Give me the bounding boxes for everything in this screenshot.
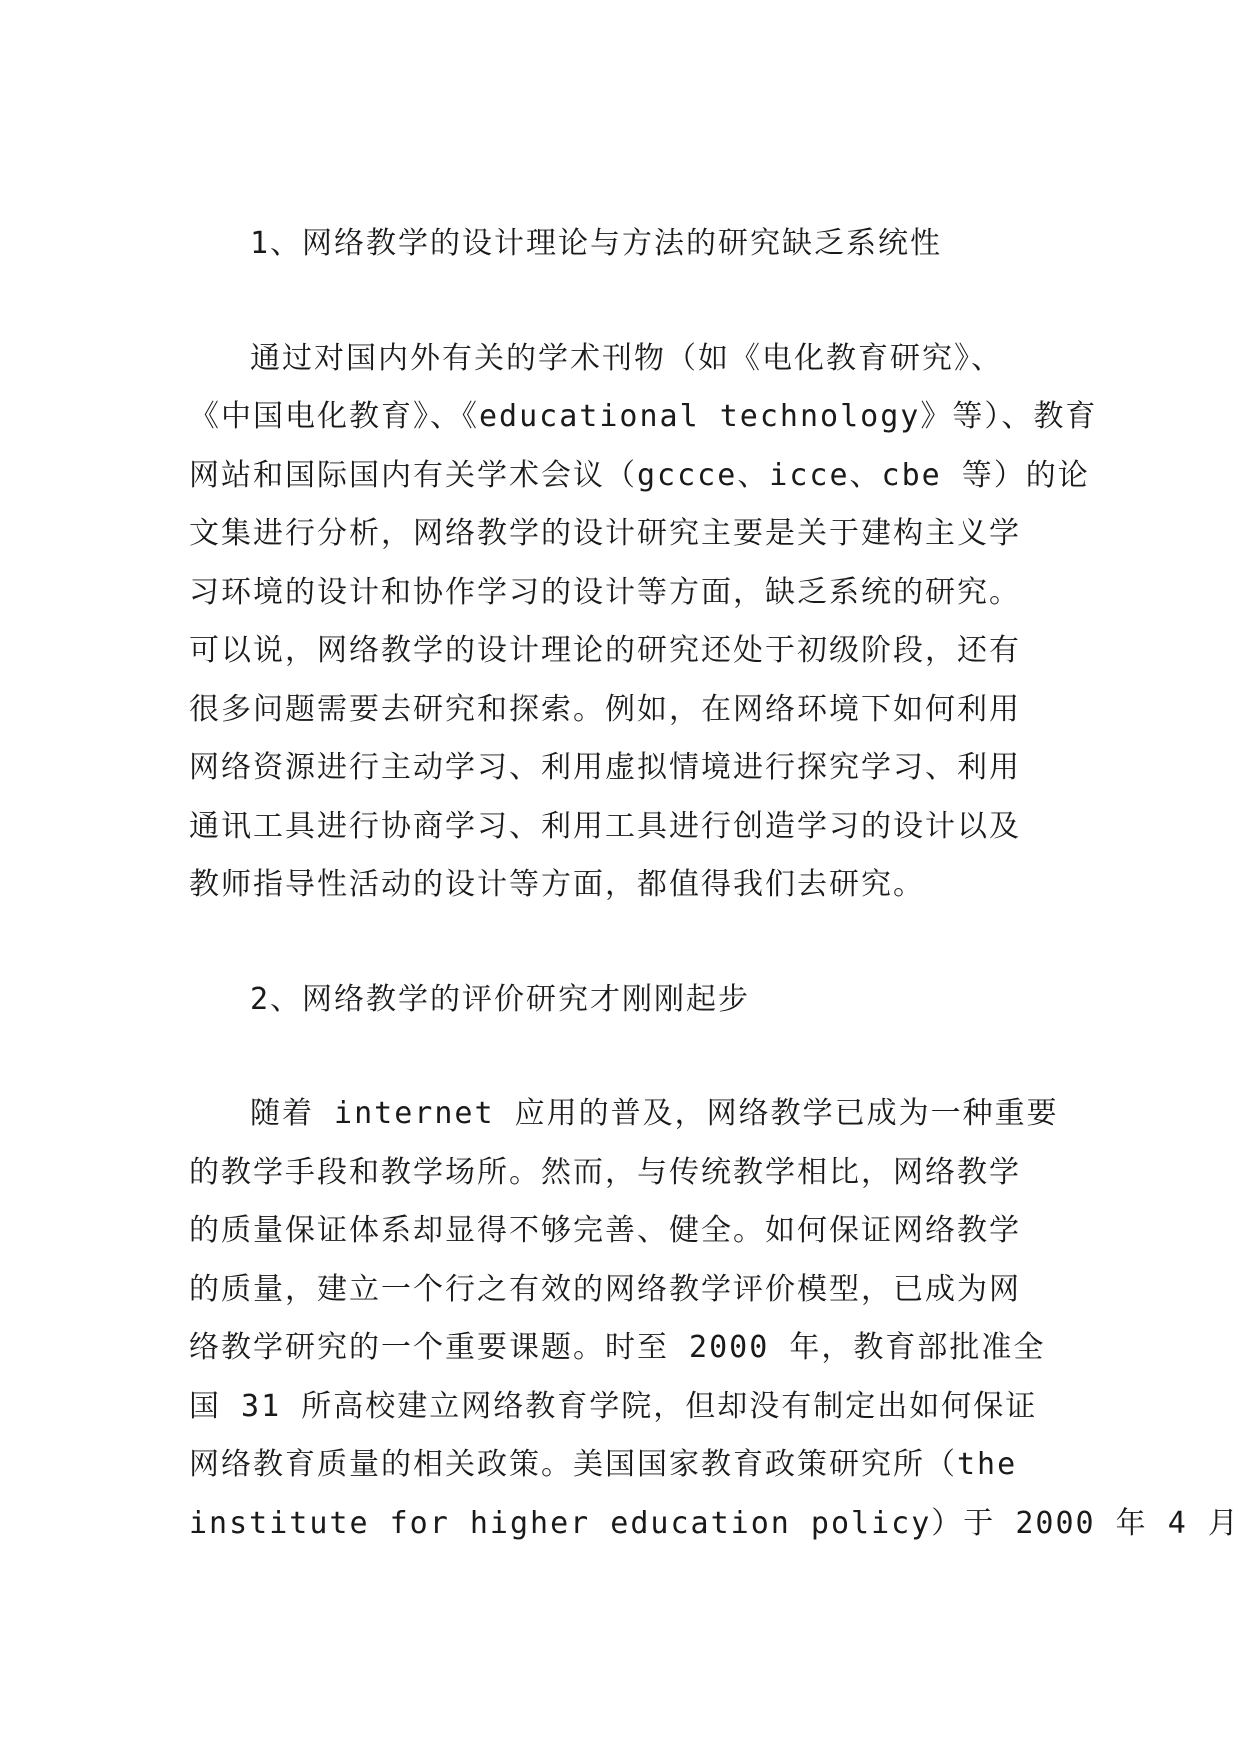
section-1-paragraph xyxy=(189,330,1098,915)
paragraph-line: 随着 internet 应用的普及，网络教学已成为一种重要 xyxy=(250,1096,1059,1131)
spacer xyxy=(189,1029,1069,1085)
paragraph-line: 通过对国内外有关的学术刊物（如《电化教育研究》、 xyxy=(250,340,1003,376)
paragraph-line: 教师指导性活动的设计等方面，都值得我们去研究。 xyxy=(189,867,925,902)
paragraph-line: 习环境的设计和协作学习的设计等方面，缺乏系统的研究。 xyxy=(189,574,1021,610)
spacer xyxy=(189,915,1069,971)
paragraph-line: 网站和国际国内有关学术会议（gccce、icce、cbe 等）的论 xyxy=(189,457,1090,493)
paragraph-line: 的教学手段和教学场所。然而，与传统教学相比，网络教学 xyxy=(189,1154,1021,1190)
paragraph-line: institute for higher education policy）于 2000 年 4 月 xyxy=(189,1505,1240,1541)
section-2-paragraph xyxy=(189,1085,1240,1553)
section-2-heading: 2、网络教学的评价研究才刚刚起步 xyxy=(250,981,751,1017)
paragraph-line: 网络教育质量的相关政策。美国国家教育政策研究所（the xyxy=(189,1447,1018,1482)
paragraph-line: 通讯工具进行协商学习、利用工具进行创造学习的设计以及 xyxy=(189,808,1021,844)
paragraph-line: 的质量，建立一个行之有效的网络教学评价模型，已成为网 xyxy=(189,1271,1021,1307)
section-1-heading: 1、网络教学的设计理论与方法的研究缺乏系统性 xyxy=(250,226,943,261)
paragraph-line: 《中国电化教育》、《educational technology》等）、教育 xyxy=(189,399,1098,434)
paragraph-line: 文集进行分析，网络教学的设计研究主要是关于建构主义学 xyxy=(189,516,1021,551)
paragraph-line: 的质量保证体系却显得不够完善、健全。如何保证网络教学 xyxy=(189,1213,1021,1248)
paragraph-line: 络教学研究的一个重要课题。时至 2000 年，教育部批准全 xyxy=(189,1330,1046,1365)
paragraph-line: 很多问题需要去研究和探索。例如，在网络环境下如何利用 xyxy=(189,691,1021,727)
paragraph-line: 国 31 所高校建立网络教育学院，但却没有制定出如何保证 xyxy=(189,1388,1038,1424)
document-body xyxy=(189,215,1240,1553)
paragraph-line: 可以说，网络教学的设计理论的研究还处于初级阶段，还有 xyxy=(189,633,1021,668)
spacer xyxy=(189,274,1069,330)
paragraph-line: 网络资源进行主动学习、利用虚拟情境进行探究学习、利用 xyxy=(189,750,1021,785)
